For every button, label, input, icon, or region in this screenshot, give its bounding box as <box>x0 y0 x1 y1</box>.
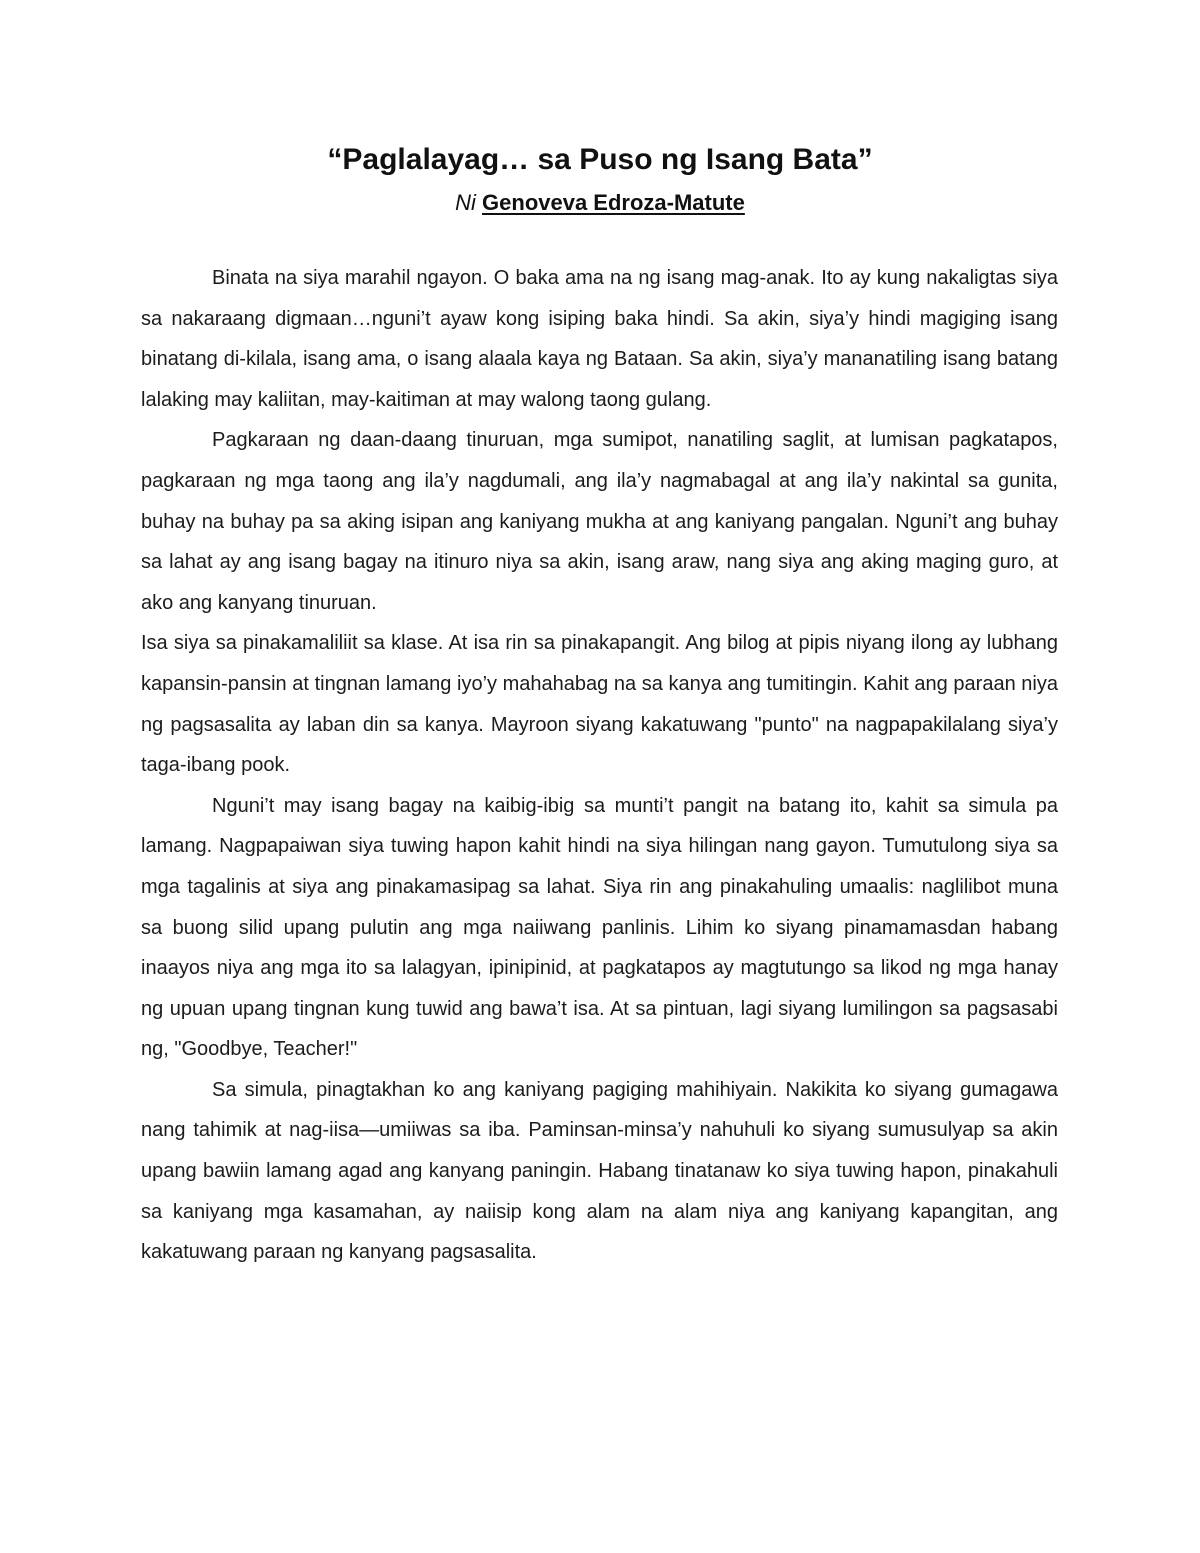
paragraph-4: Nguni’t may isang bagay na kaibig-ibig sa munti’t pangit na batang ito, kahit sa simula pa lamang. Nagpapaiwan siya tuwing hapon kahit hindi na siya hilingan nang gayon. Tumutulong siya sa mga tagalinis at siya ang pinakamasipag sa lahat. Siya rin ang pinakahuling umaalis: naglilibot muna sa buong silid upang pulutin ang mga naiiwang panlinis. Lihim ko siyang pinamamasdan habang inaayos niya ang mga ito sa lalagyan, ipinipinid, at pagkatapos ay magtutungo sa likod ng mga hanay ng upuan upang tingnan kung tuwid ang bawa’t isa. At sa pintuan, lagi siyang lumilingon sa pagsasabi ng, "Goodbye, Teacher!" <box>141 794 1058 1061</box>
paragraph-5: Sa simula, pinagtakhan ko ang kaniyang pagiging mahihiyain. Nakikita ko siyang gumagawa nang tahimik at nag-iisa—umiiwas sa iba. Paminsan-minsa’y nahuhuli ko siyang sumusulyap sa akin upang bawiin lamang agad ang kanyang paningin. Habang tinatanaw ko siya tuwing hapon, pinakahuli sa kaniyang mga kasamahan, ay naiisip kong alam na alam niya ang kaniyang kapangitan, ang kakatuwang paraan ng kanyang pagsasalita. <box>141 1078 1058 1264</box>
byline-prefix: Ni <box>455 190 476 215</box>
author-name: Genoveva Edroza-Matute <box>482 190 745 215</box>
byline <box>0 186 1200 220</box>
story-body <box>141 258 1058 1273</box>
paragraph-2: Pagkaraan ng daan-daang tinuruan, mga sumipot, nanatiling saglit, at lumisan pagkatapos, pagkaraan ng mga taong ang ila’y nagdumali, ang ila’y nagmabagal at ang ila’y nakintal sa gunita, buhay na buhay pa sa aking isipan ang kaniyang mukha at ang kaniyang pangalan. Nguni’t ang buhay sa lahat ay ang isang bagay na itinuro niya sa akin, isang araw, nang siya ang aking maging guro, at ako ang kanyang tinuruan. <box>141 429 1058 614</box>
paragraph-1: Binata na siya marahil ngayon. O baka ama na ng isang mag-anak. Ito ay kung nakaligtas siya sa nakaraang digmaan…nguni’t ayaw kong isiping baka hindi. Sa akin, siya’y hindi magiging isang binatang di-kilala, isang ama, o isang alaala kaya ng Bataan. Sa akin, siya’y mananatiling isang batang lalaking may kaliitan, may-kaitiman at may walong taong gulang. <box>141 267 1058 411</box>
paragraph-3: Isa siya sa pinakamaliliit sa klase. At isa rin sa pinakapangit. Ang bilog at pipis niyang ilong ay lubhang kapansin-pansin at tingnan lamang iyo’y mahahabag na sa kanya ang tumitingin. Kahit ang paraan niya ng pagsasalita ay laban din sa kanya. Mayroon siyang kakatuwang "punto" na nagpapakilalang siya’y taga-ibang pook. <box>141 632 1058 777</box>
story-title: “Paglalayag… sa Puso ng Isang Bata” <box>327 143 873 176</box>
